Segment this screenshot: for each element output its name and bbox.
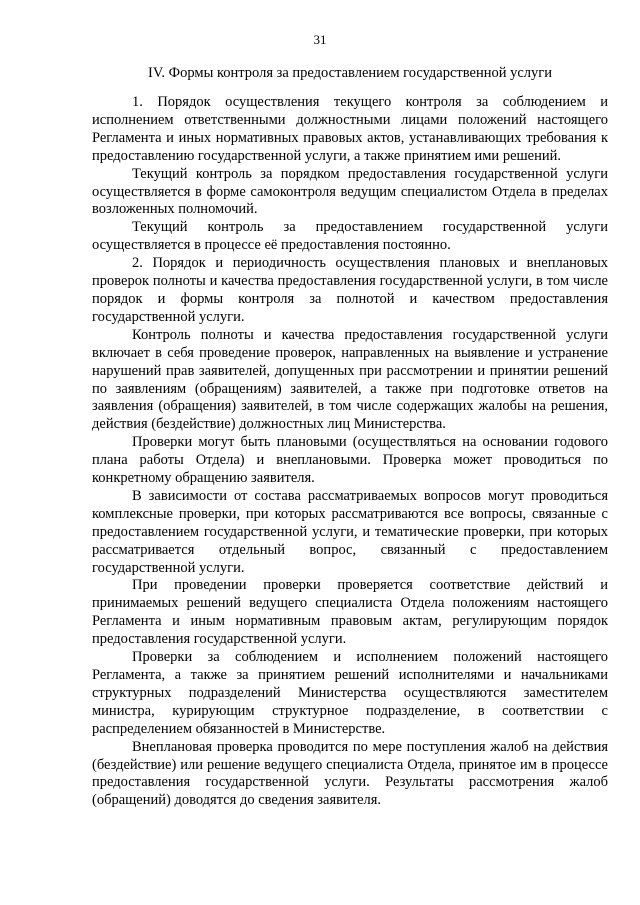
paragraph-1: 1. Порядок осуществления текущего контроля за соблюдением и исполнением ответственными должностными лицами положений настоящего Регламента и иных нормативных правовых актов, устанавливающих требования к предоставлению государственной услуги, а также принятием ими решений. <box>92 94 608 164</box>
paragraph-9: Проверки за соблюдением и исполнением положений настоящего Регламента, а также за принятием решений исполнителями и начальниками структурных подразделений Министерства осуществляются заместителем министра, курирующим структурное подразделение, в соответствии с распределением обязанностей в Министерстве. <box>92 649 608 737</box>
paragraph-7: В зависимости от состава рассматриваемых вопросов могут проводиться комплексные проверки, при которых рассматриваются все вопросы, связанные с предоставлением государственной услуги, и тематические проверки, при которых рассматривается отдельный вопрос, связанный с предоставлением государственной услуги. <box>92 487 608 576</box>
paragraph-3: Текущий контроль за предоставлением государственной услуги осуществляется в процессе её предоставления постоянно. <box>92 219 608 254</box>
paragraph-2: Текущий контроль за порядком предоставления государственной услуги осуществляется в форме самоконтроля ведущим специалистом Отдела в пределах возложенных полномочий. <box>92 165 608 218</box>
paragraph-10: Внеплановая проверка проводится по мере поступления жалоб на действия (бездействие) или решение ведущего специалиста Отдела, принятое им в процессе предоставления государственной услуги. Результаты рассмотрения жалоб (обращений) доводятся до сведения заявителя. <box>92 738 608 809</box>
section-title: IV. Формы контроля за предоставлением государственной услуги <box>148 65 552 81</box>
page-number: 31 <box>313 32 327 47</box>
paragraph-4: 2. Порядок и периодичность осуществления плановых и внеплановых проверок полноты и качества предоставления государственной услуги, в том числе порядок и формы контроля за полнотой и качеством предоставления государственной услуги. <box>92 255 608 325</box>
paragraph-8: При проведении проверки проверяется соответствие действий и принимаемых решений ведущего специалиста Отдела положениям настоящего Регламента и иным нормативным правовым актам, регулирующим порядок предоставления государственной услуги. <box>92 577 608 648</box>
paragraph-5: Контроль полноты и качества предоставления государственной услуги включает в себя проведение проверок, направленных на выявление и устранение нарушений прав заявителей, допущенных при рассмотрении и принятии решений по заявлениям (обращениям) заявителей, а также при подготовке ответов на заявления (обращения) заявителей, в том числе содержащих жалобы на решения, действия (бездействие) должностных лиц Министерства. <box>92 326 608 433</box>
paragraph-6: Проверки могут быть плановыми (осуществляться на основании годового плана работы Отдела) и внеплановыми. Проверка может проводиться по конкретному обращению заявителя. <box>92 434 608 487</box>
document-body <box>92 94 608 810</box>
